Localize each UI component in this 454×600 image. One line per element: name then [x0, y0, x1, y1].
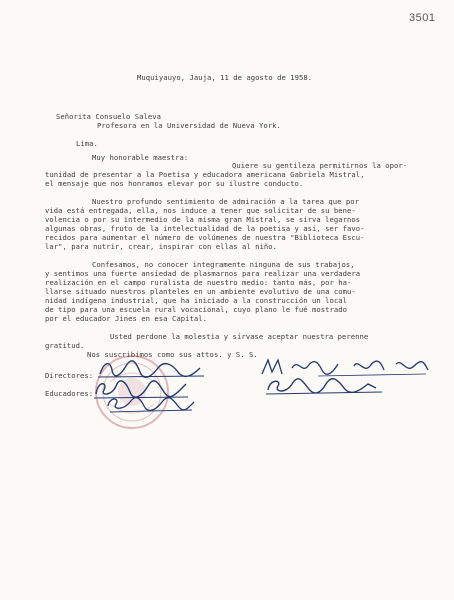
p1-line: tunidad de presentar a la Poetisa y educadora americana Gabriela Mistral, [45, 170, 365, 179]
p2-line: volencia o por su intermedio de la misma gran Mistral, se sirva legarnos [45, 215, 361, 224]
greeting: Muy honorable maestra: [92, 153, 189, 162]
recipient-name: Señorita Consuelo Saleva [56, 112, 162, 121]
p3-line: por el educador Jines en esa Capital. [45, 314, 207, 323]
recipient-position: Profesora en la Universidad de Nueva York. [97, 121, 281, 130]
p2-line: Nuestro profundo sentimiento de admiración a la tarea que por [92, 197, 360, 206]
signature-educador-3 [104, 392, 199, 416]
p3-line: y sentimos una fuerte ansiedad de plasmarnos para realizar una verdadera [45, 269, 361, 278]
place-date: Muquiyauyo, Jauja, 11 de agosto de 1958. [137, 73, 313, 82]
p1-line: Quiere su gentileza permitirnos la opor- [232, 161, 408, 170]
closing-line: Nos suscribimos como sus attos. y S. S. [87, 350, 258, 359]
p3-line: llarse situado nuestros planteles en un ambiente evolutivo de una comu- [45, 287, 356, 296]
p2-line: vida está entregada, ella, nos induce a tener que solicitar de su bene- [45, 206, 356, 215]
p3-line: Confesamos, no conocer integramente ninguna de sus trabajos, [92, 260, 355, 269]
p2-line: lar", para nutrir, crear, inspirar con ellas al niño. [45, 242, 277, 251]
p3-line: nidad indígena industrial, que ha iniciado a la construcción un local [45, 296, 348, 305]
directores-label: Directores: [45, 371, 94, 380]
p4-line: Usted perdone la molestia y sírvase aceptar nuestra perenne [110, 332, 369, 341]
signature-educador-2 [264, 374, 384, 400]
educadores-label: Educadores: [45, 389, 94, 398]
p1-line: el mensaje que nos honramos elevar por su ilustre conducto. [45, 179, 304, 188]
p4-line: gratitud. [45, 341, 85, 350]
p2-line: algunas obras, fruto de la intelectualidad de la poetisa y así, ser favo- [45, 224, 365, 233]
archive-number: 3501 [409, 12, 436, 24]
p3-line: realización en el campo ruralista de nuestro medio: tanto más, por ha- [45, 278, 352, 287]
p3-line: de tipo para una escuela rural vocacional, cuyo plano le fué mostrado [45, 305, 348, 314]
p2-line: recidos para aumentar el número de volúmenes de nuestra "Biblioteca Escu- [45, 233, 365, 242]
recipient-city: Lima. [76, 139, 98, 148]
